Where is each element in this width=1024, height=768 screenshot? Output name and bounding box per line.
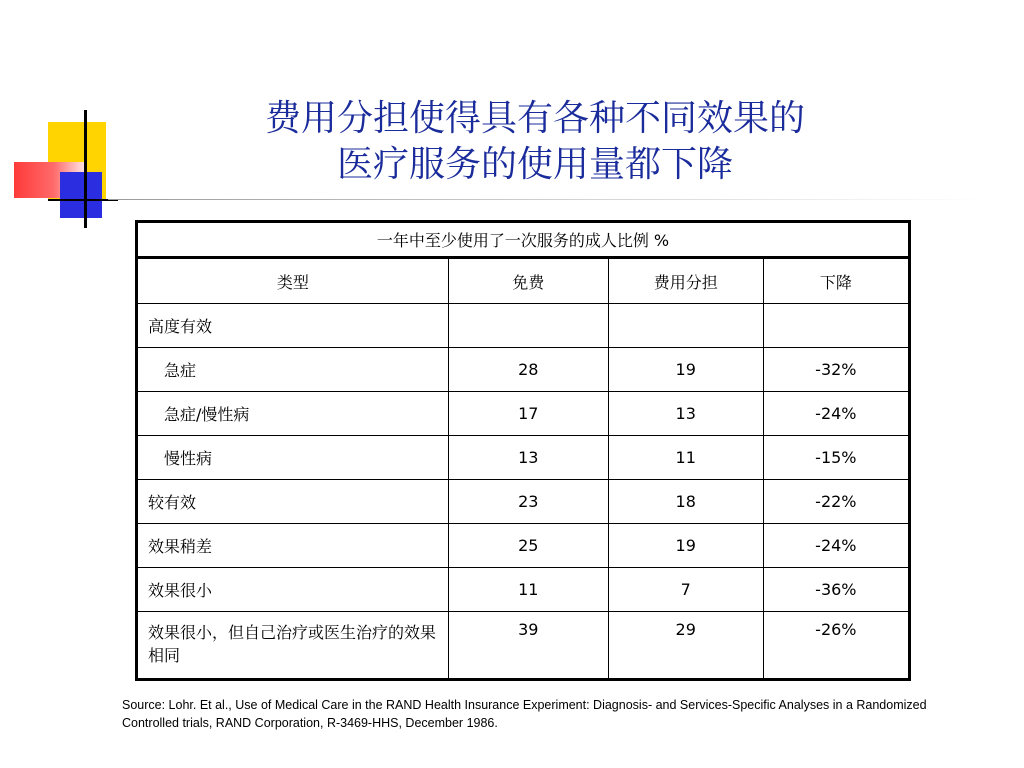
cell-cost-sharing: 19 (608, 348, 763, 392)
table-row (137, 524, 910, 568)
cell-decline: -32% (763, 348, 909, 392)
cell-type: 高度有效 (137, 304, 449, 348)
slide-title-line1: 费用分担使得具有各种不同效果的 (264, 98, 805, 139)
cell-cost-sharing: 19 (608, 524, 763, 568)
cell-cost-sharing: 18 (608, 480, 763, 524)
cell-free: 28 (448, 348, 608, 392)
table-row (137, 436, 910, 480)
table-row (137, 348, 910, 392)
cell-decline: -15% (763, 436, 909, 480)
source-note: Source: Lohr. Et al., Use of Medical Care in the RAND Health Insurance Experiment: Diagnosis- and Services-Specific Analyses in a Randomized Controlled trials, RAND Corporation, R-3469-HHS, December 1986. (122, 698, 927, 730)
cell-free: 25 (448, 524, 608, 568)
header-free: 免费 (448, 258, 608, 304)
cell-free (448, 304, 608, 348)
cell-decline: -26% (763, 612, 909, 680)
table-caption-row (137, 222, 910, 258)
data-table (135, 220, 911, 681)
cell-decline: -24% (763, 392, 909, 436)
table-row (137, 568, 910, 612)
cell-cost-sharing: 7 (608, 568, 763, 612)
cell-decline: -22% (763, 480, 909, 524)
cell-cost-sharing: 11 (608, 436, 763, 480)
cell-type: 急症 (137, 348, 449, 392)
header-type: 类型 (137, 258, 449, 304)
cell-free: 17 (448, 392, 608, 436)
cell-free: 11 (448, 568, 608, 612)
cell-free: 13 (448, 436, 608, 480)
cell-cost-sharing (608, 304, 763, 348)
cell-decline: -36% (763, 568, 909, 612)
logo-blue-square (60, 172, 102, 218)
title-divider (108, 199, 988, 200)
cell-type: 效果很小，但自己治疗或医生治疗的效果相同 (137, 612, 449, 680)
table-row (137, 392, 910, 436)
slide-title-line2: 医疗服务的使用量都下降 (336, 144, 733, 185)
table-row (137, 480, 910, 524)
cell-free: 23 (448, 480, 608, 524)
table-row (137, 612, 910, 680)
slide-title (150, 96, 920, 188)
header-decline: 下降 (763, 258, 909, 304)
cell-type: 效果很小 (137, 568, 449, 612)
cell-type: 效果稍差 (137, 524, 449, 568)
logo-vertical-line (84, 110, 87, 228)
cell-free: 39 (448, 612, 608, 680)
cell-decline: -24% (763, 524, 909, 568)
cell-type: 慢性病 (137, 436, 449, 480)
cell-decline (763, 304, 909, 348)
cell-type: 较有效 (137, 480, 449, 524)
table-caption: 一年中至少使用了一次服务的成人比例 % (137, 222, 910, 258)
cell-type: 急症/慢性病 (137, 392, 449, 436)
cell-cost-sharing: 13 (608, 392, 763, 436)
header-cost-sharing: 费用分担 (608, 258, 763, 304)
cell-cost-sharing: 29 (608, 612, 763, 680)
table-header-row (137, 258, 910, 304)
table-row (137, 304, 910, 348)
